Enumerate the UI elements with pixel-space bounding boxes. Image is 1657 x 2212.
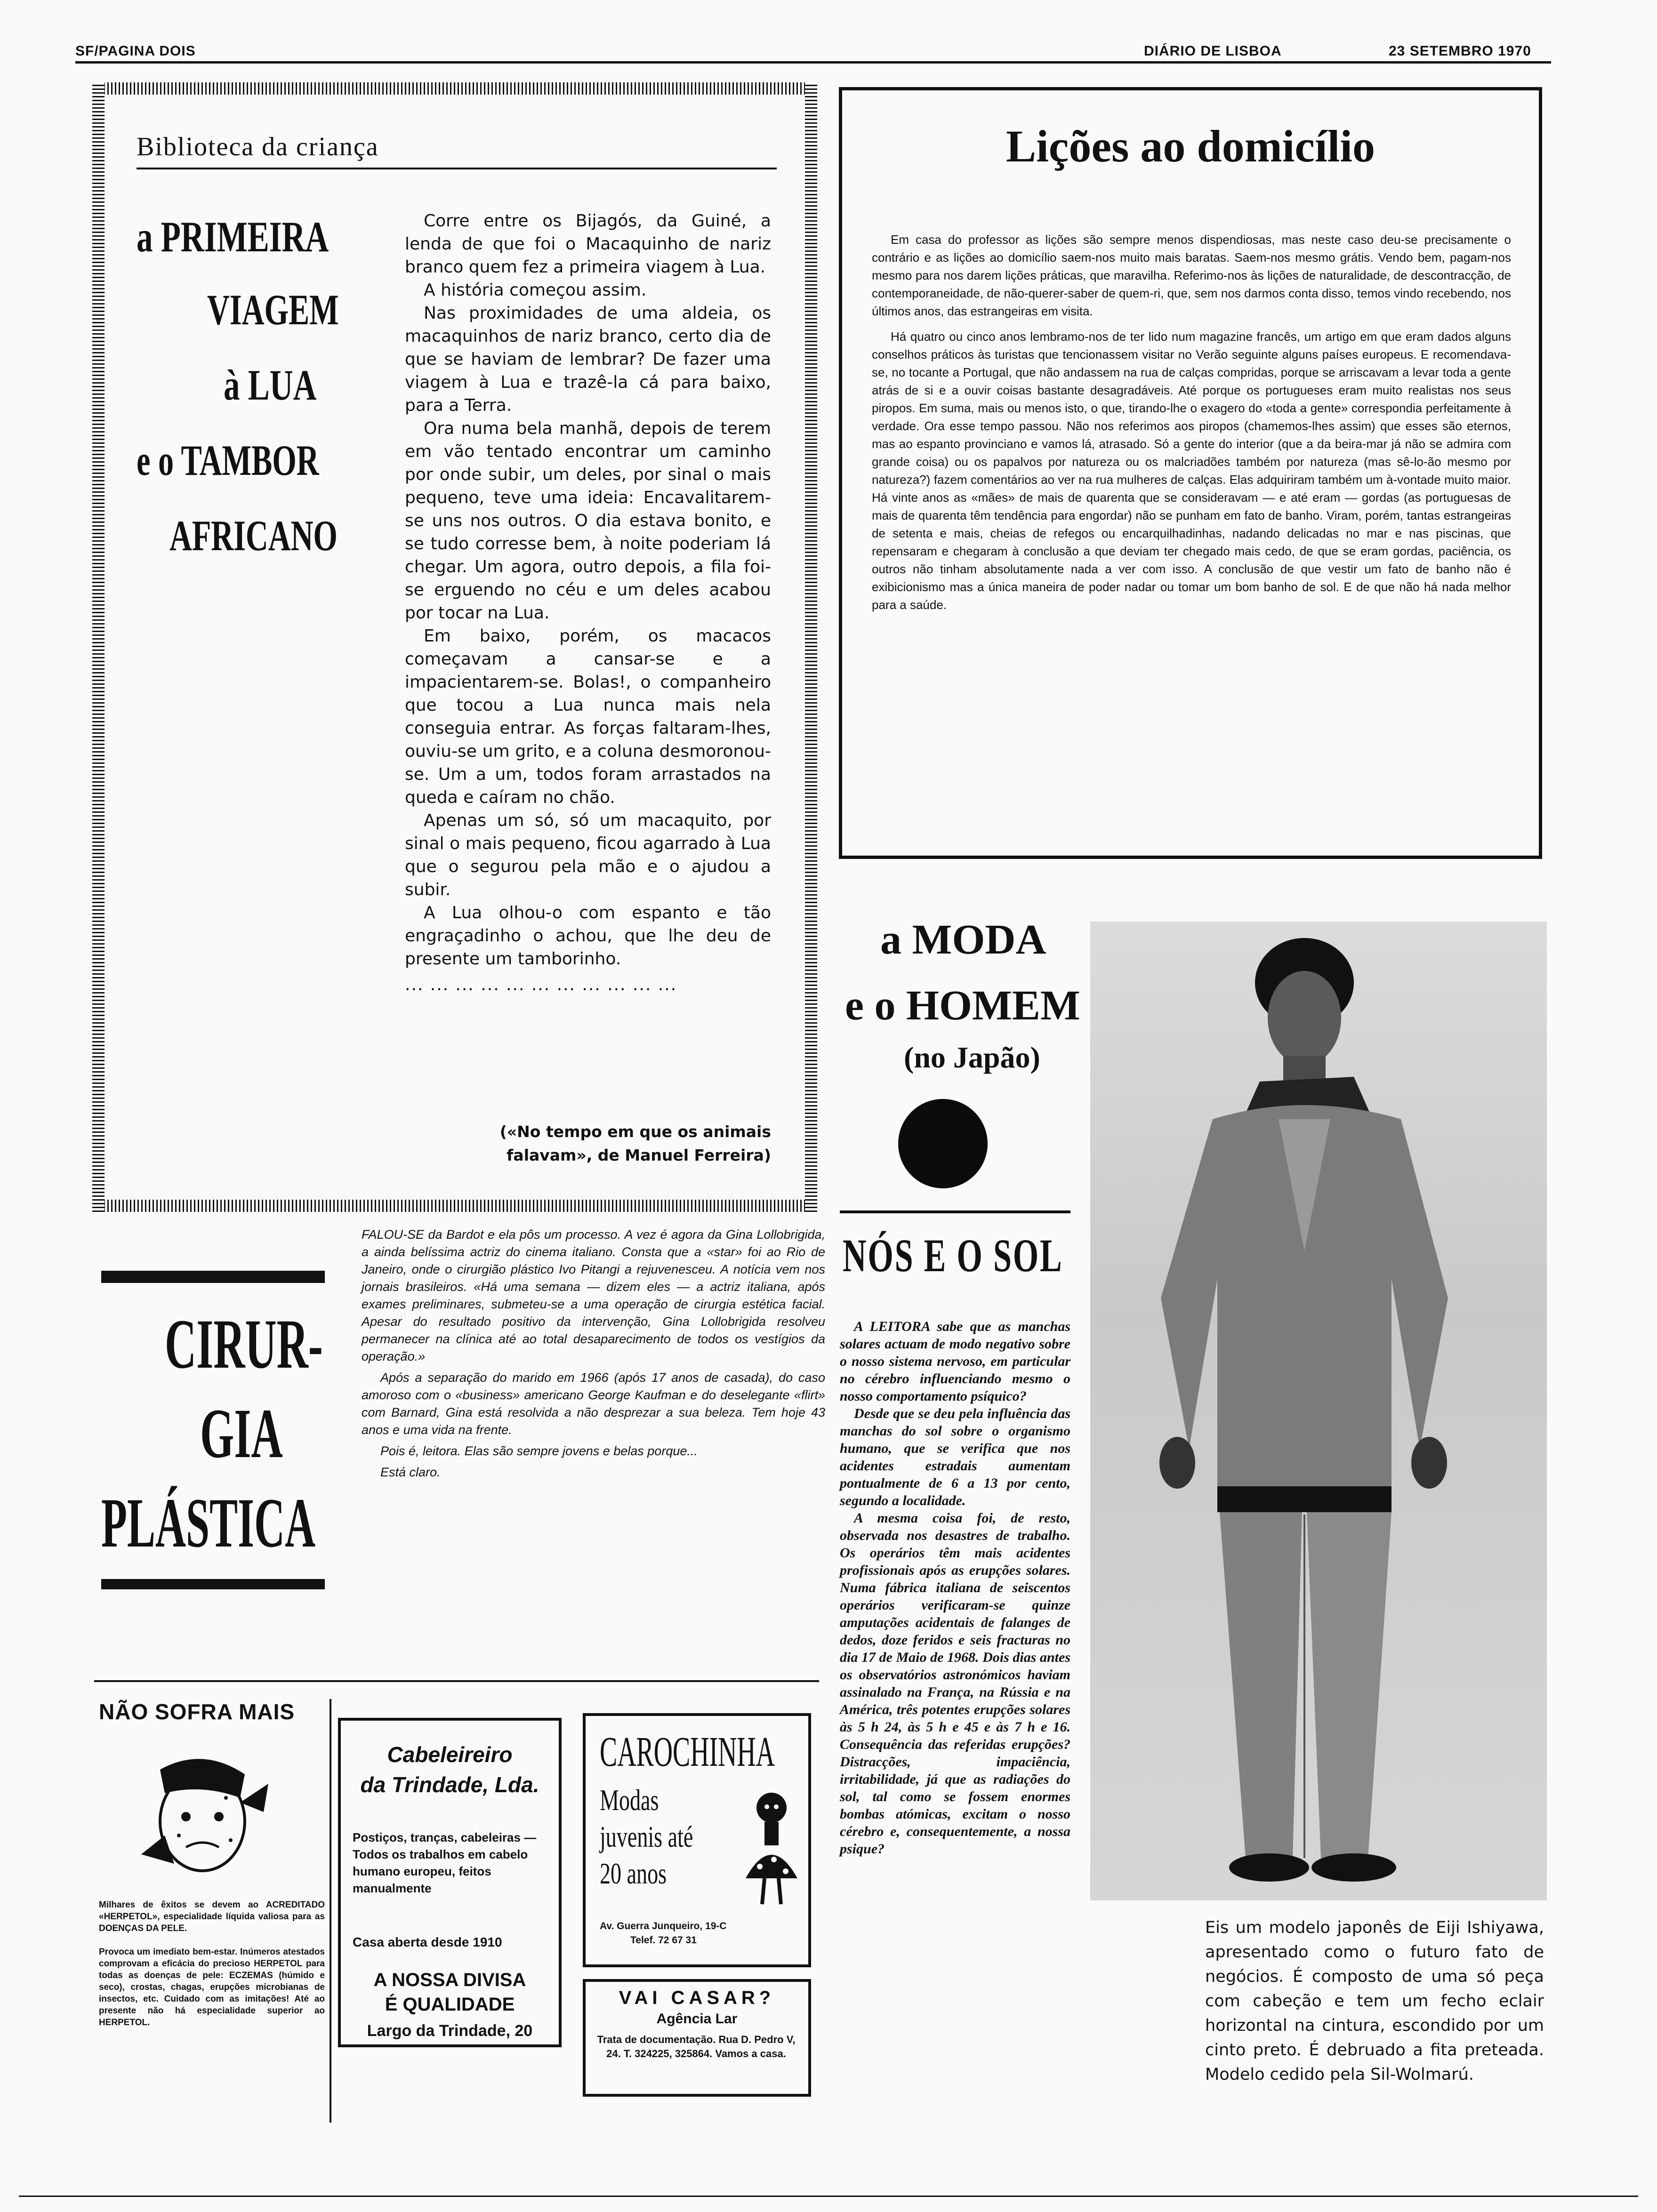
- herpetol-text-1: Milhares de êxitos se devem ao ACREDITADO «HERPETOL», especialidade líquida valiosa para as DOENÇAS DA PELE.: [99, 1900, 325, 1933]
- story-body: [405, 209, 771, 996]
- model-figure-illustration: [1090, 922, 1547, 1900]
- cirurgia-bottom-bar: [101, 1579, 325, 1589]
- herpetol-divider: [330, 1699, 331, 2123]
- cabeleireiro-motto-line: É QUALIDADE: [385, 1994, 515, 2015]
- story-paragraph: A história começou assim.: [424, 281, 647, 300]
- section-label: SF/PAGINA DOIS: [75, 43, 196, 59]
- carochinha-name: CAROCHINHA: [600, 1729, 775, 1775]
- newspaper-name: DIÁRIO DE LISBOA: [1144, 43, 1282, 59]
- sol-title: NÓS E O SOL: [843, 1229, 1063, 1282]
- biblioteca-label: Biblioteca da criança: [137, 132, 379, 161]
- cirurgia-title-line-2: GIA: [200, 1395, 283, 1473]
- sol-body: [840, 1318, 1070, 1858]
- carochinha-phone: Telef. 72 67 31: [630, 1935, 697, 1946]
- carochinha-ad: [583, 1713, 811, 1967]
- carochinha-tagline-line: Modas: [600, 1783, 659, 1817]
- story-title-line-1: a PRIMEIRA: [137, 213, 329, 261]
- sol-paragraph: A LEITORA sabe que as manchas solares actuam de modo negativo sobre o nosso sistema nervoso, em particular no cérebro influenciando mesmo o nosso comportamento psíquico?: [840, 1319, 1070, 1404]
- story-title-line-5: AFRICANO: [169, 512, 338, 560]
- moda-title-line-2: e o HOMEM: [845, 982, 1080, 1029]
- carochinha-tagline: [600, 1782, 693, 1892]
- herpetol-ad: [99, 1699, 325, 2123]
- cabeleireiro-name-line: Cabeleireiro: [387, 1742, 513, 1767]
- cabeleireiro-ad: [338, 1718, 562, 2047]
- vaicasar-text: Trata de documentação. Rua D. Pedro V, 24. T. 324225, 325864. Vamos a casa.: [597, 2034, 796, 2060]
- herpetol-title: NÃO SOFRA MAIS: [99, 1699, 295, 1724]
- cirurgia-paragraph: Pois é, leitora. Elas são sempre jovens e belas porque...: [380, 1444, 698, 1458]
- frame-border-top: [92, 82, 817, 95]
- moda-subtitle: (no Japão): [904, 1041, 1040, 1074]
- story-title-line-3: à LUA: [224, 361, 317, 409]
- sol-top-rule: [840, 1210, 1070, 1213]
- licoes-paragraph: Em casa do professor as lições são sempre menos dispendiosas, mas neste caso deu-se precisamente o contrário e as lições ao domicílio saem-nos muito mais baratas. Saem-nos mesmo grátis. Vendo bem, pagam-nos mesmo para nos darem lições práticas, que maravilha. Referimo-nos às lições de naturalidade, de descontracção, de contemporaneidade, de não-querer-saber de quem-ri, que, sem nos darmos conta disso, temos vindo recebendo, nos últimos anos, das estrangeiras em visita.: [872, 232, 1511, 318]
- cirurgia-paragraph: FALOU-SE da Bardot e ela pôs um processo. A vez é agora da Gina Lollobrigida, a ainda belíssima actriz do cinema italiano. Consta que a «star» foi ao Rio de Janeiro, onde o cirurgião plástico Ivo Pitangi a rejuvenesceu. A notícia vem nos jornais brasileiros. «Há uma semana — dizem eles — a actriz italiana, após exames preliminares, submeteu-se a uma operação de cirurgia estética facial. Apesar do resultado positivo da intervenção, Gina Lollobrigida resolveu permanecer na clínica até ao total desaparecimento de todos os vestígios da operação.»: [362, 1227, 825, 1363]
- header-rule: [75, 61, 1551, 64]
- issue-date: 23 SETEMBRO 1970: [1389, 43, 1531, 59]
- footer-rule: [19, 2196, 1638, 2197]
- licoes-paragraph: Há quatro ou cinco anos lembramo-nos de ter lido num magazine francês, um artigo em que eram dados alguns conselhos práticos às turistas que tencionassem visitar no Verão seguinte alguns países europeus. E recomendava-se, no tocante a Portugal, que não andassem na rua de calças compridas, porque se arriscavam a levar toda a gente atrás de si e a ouvir coisas bastante desagradáveis. Até porque os portugueses eram muito realistas nos seus piropos. Em suma, mais ou menos isto, o que, tirando-lhe o exagero do «toda a gente» correspondia perfeitamente à verdade. Ora esse tempo passou. Não nos referimos aos piropos (chamemos-lhes assim) que esses são eternos, mas ao espanto provinciano e vamos lá, atrasado. Só a gente do interior (que a da beira-mar já não se admira com grande coisa) ou os papalvos por natureza ou os malcriadões também por natureza (mas sê-lo-ão mesmo por natureza?) fazem comentários ao ver na rua mulheres de calças. Elas adquiriram também um à-vontade muito maior. Há vinte anos as «mães» de mais de quarenta que se consideravam — e até eram — gordas (as portuguesas de mais de quarenta têm tendência para engordar) não se punham em fato de banho. Viram, porém, tantas estrangeiras de setenta e mais, cheias de refegos ou encarquilhadinhas, nadando delicadas no mar e nas piscinas, que repensaram e chegaram à conclusão a que deviam ter chegado mais cedo, de que se eram gordas, paciência, os outros não tinham absolutamente nada a ver com isso. A conclusão de que vestir um fato de banho não é exibicionismo mas a única maneira de poder nadar ou tomar um bom banho de sol. E de que não há nada melhor para a saúde.: [872, 329, 1511, 612]
- carochinha-address: Av. Guerra Junqueiro, 19-C: [600, 1921, 727, 1931]
- licoes-title: Lições ao domicílio: [1006, 121, 1375, 171]
- vaicasar-ad: [583, 1979, 811, 2097]
- doll-illustration: [741, 1789, 802, 1911]
- cabeleireiro-motto-line: A NOSSA DIVISA: [373, 1970, 526, 1990]
- cabeleireiro-motto: [341, 1968, 559, 2017]
- cirurgia-paragraph: Está claro.: [380, 1465, 441, 1479]
- cirurgia-top-bar: [101, 1271, 325, 1283]
- carochinha-tagline-line: juvenis até: [600, 1820, 693, 1853]
- story-paragraph: Apenas um só, só um macaquito, por sinal o mais pequeno, ficou agarrado à Lua que o segurou pela mão e o ajudou a subir.: [405, 811, 771, 899]
- cirurgia-body: [362, 1226, 825, 1485]
- cabeleireiro-address: Largo da Trindade, 20: [367, 2022, 533, 2040]
- story-paragraph: Nas proximidades de uma aldeia, os macaquinhos de nariz branco, certo dia de que se haviam de lembrar? De fazer uma viagem à Lua e trazê-la cá para baixo, para a Terra.: [405, 304, 771, 415]
- story-paragraph: Ora numa bela manhã, depois de terem em vão tentado encontrar um caminho por onde subir, um deles, por sinal o mais pequeno, teve uma ideia: Encavalitarem-se uns nos outros. O dia estava bonito, e se tudo corresse bem, à noite poderiam lá chegar. Um agora, outro depois, a fila foi-se erguendo no céu e um deles acabou por tocar na Lua.: [405, 419, 771, 623]
- story-paragraph: Em baixo, porém, os macacos começavam a cansar-se e a impacientarem-se. Bolas!, o companheiro que tocou a Lua nunca mais nela conseguia entrar. As forças faltaram-lhes, ouviu-se um grito, e a coluna desmoronou-se. Um a um, todos foram arrastados na queda e caíram no chão.: [405, 626, 771, 807]
- herpetol-text-2: Provoca um imediato bem-estar. Inúmeros atestados comprovam a eficácia do precioso HERPETOL para todas as doenças de pele: ECZEMAS (húmido e seco), crostas, chagas, erupções microbianas de insectos, etc. Cuidado com as imitações! Até ao presente não há especialidade superior ao HERPETOL.: [99, 1947, 325, 2028]
- vaicasar-title: VAI CASAR?: [619, 1988, 775, 2008]
- cabeleireiro-since: Casa aberta desde 1910: [353, 1935, 502, 1949]
- carochinha-tagline-line: 20 anos: [600, 1857, 667, 1890]
- story-source-line: («No tempo em que os animais: [499, 1122, 771, 1141]
- cirurgia-paragraph: Após a separação do marido em 1966 (após 17 anos de casada), do caso amoroso com o «business» americano George Kaufman e do deselegante «flirt» com Barnard, Gina está resolvida a não desprezar a sua beleza. Tem hoje 43 anos e uma vida na frente.: [362, 1370, 825, 1437]
- sol-paragraph: A mesma coisa foi, de resto, observada nos desastres de trabalho. Os operários têm mais acidentes profissionais após as erupções solares. Numa fábrica italiana de seiscentos operários verificaram-se quinze amputações acidentais de falanges de dedos, doze feridos e seis fracturas no dia 17 de Maio de 1968. Dois dias antes os observatórios astronómicos haviam assinalado na França, na Rússia e na América, três potentes erupções solares às 5 h 24, às 5 h e 45 e às 7 h e 16. Consequência das referidas erupções? Distracções, impaciência, irritabilidade, já que as radiações do sol, tal como se fossem enormes bombas atómicas, excitam o nosso cérebro e, consequentemente, a nossa psique?: [840, 1510, 1070, 1857]
- story-title-line-2: VIAGEM: [207, 286, 339, 334]
- story-title-line-4: e o TAMBOR: [137, 436, 319, 484]
- ads-top-rule: [94, 1680, 819, 1682]
- cirurgia-title-line-1: CIRUR-: [165, 1305, 323, 1383]
- story-source: [405, 1120, 771, 1167]
- cabeleireiro-name: [341, 1739, 559, 1800]
- licoes-body: [872, 231, 1511, 621]
- biblioteca-label-rule: [137, 168, 777, 169]
- fashion-photo: [1090, 922, 1547, 1900]
- cabeleireiro-services: Postiços, tranças, cabeleiras — Todos os trabalhos em cabelo humano europeu, feitos manualmente: [353, 1830, 537, 1895]
- vaicasar-agency: Agência Lar: [656, 2011, 738, 2027]
- story-paragraph: Corre entre os Bijagós, da Guiné, a lenda de que foi o Macaquinho de nariz branco quem fez a primeira viagem à Lua.: [405, 211, 771, 277]
- moda-caption: Eis um modelo japonês de Eiji Ishiyawa, apresentado como o futuro fato de negócios. É composto de uma só peça com cabeção e tem um fecho eclair horizontal na cintura, escondido por um cinto preto. É debruado a fita preteada. Modelo cedido pela Sil-Wolmarú.: [1205, 1918, 1544, 2084]
- sol-paragraph: Desde que se deu pela influência das manchas do sol sobre o organismo humano, que se verifica que nos acidentes estradais aumentam pontualmente de 6 a 13 por cento, segundo a localidade.: [840, 1406, 1070, 1508]
- itching-face-illustration: [132, 1741, 273, 1883]
- cabeleireiro-name-line: da Trindade, Lda.: [360, 1772, 539, 1797]
- cirurgia-title-line-3: PLÁSTICA: [101, 1484, 316, 1562]
- frame-border-left: [92, 82, 105, 1212]
- frame-border-right: [805, 82, 817, 1212]
- moda-title-line-1: a MODA: [880, 916, 1046, 963]
- story-ellipsis: ... ... ... ... ... ... ... ... ... ... ...: [405, 975, 677, 994]
- black-dot-ornament: [898, 1099, 988, 1188]
- frame-border-bottom: [92, 1200, 817, 1212]
- story-paragraph: A Lua olhou-o com espanto e tão engraçadinho o achou, que lhe deu de presente um tamborinho.: [405, 903, 771, 969]
- story-source-line: falavam», de Manuel Ferreira): [507, 1146, 771, 1164]
